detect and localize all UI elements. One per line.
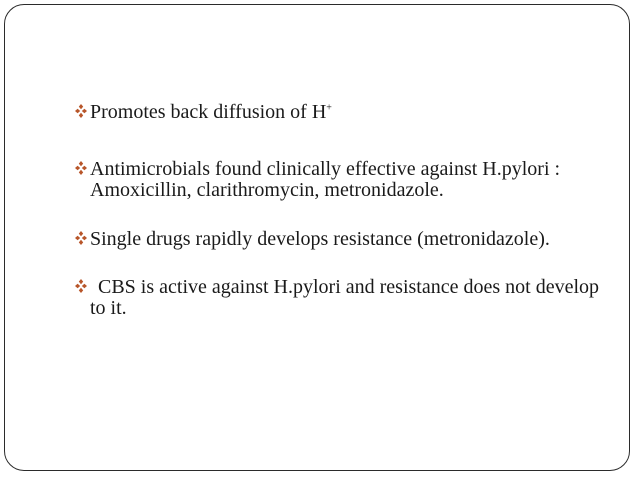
diamond-bullet-icon bbox=[74, 160, 88, 176]
bullet-item bbox=[74, 277, 614, 319]
bullet-item bbox=[74, 229, 614, 250]
bullet-text: Single drugs rapidly develops resistance (metronidazole). bbox=[90, 228, 550, 250]
superscript-plus: + bbox=[326, 102, 332, 114]
diamond-bullet-icon bbox=[74, 230, 88, 246]
bullet-item bbox=[74, 102, 614, 123]
bullet-text: Antimicrobials found clinically effective against H.pylori : Amoxicillin, clarithromycin, metronidazole. bbox=[90, 158, 561, 201]
diamond-bullet-icon bbox=[74, 103, 88, 119]
diamond-bullet-icon bbox=[74, 278, 88, 294]
bullet-text: Promotes back diffusion of H bbox=[90, 101, 327, 123]
bullet-list bbox=[74, 102, 614, 319]
bullet-item bbox=[74, 159, 614, 201]
bullet-text: CBS is active against H.pylori and resistance does not develop to it. bbox=[90, 276, 600, 319]
